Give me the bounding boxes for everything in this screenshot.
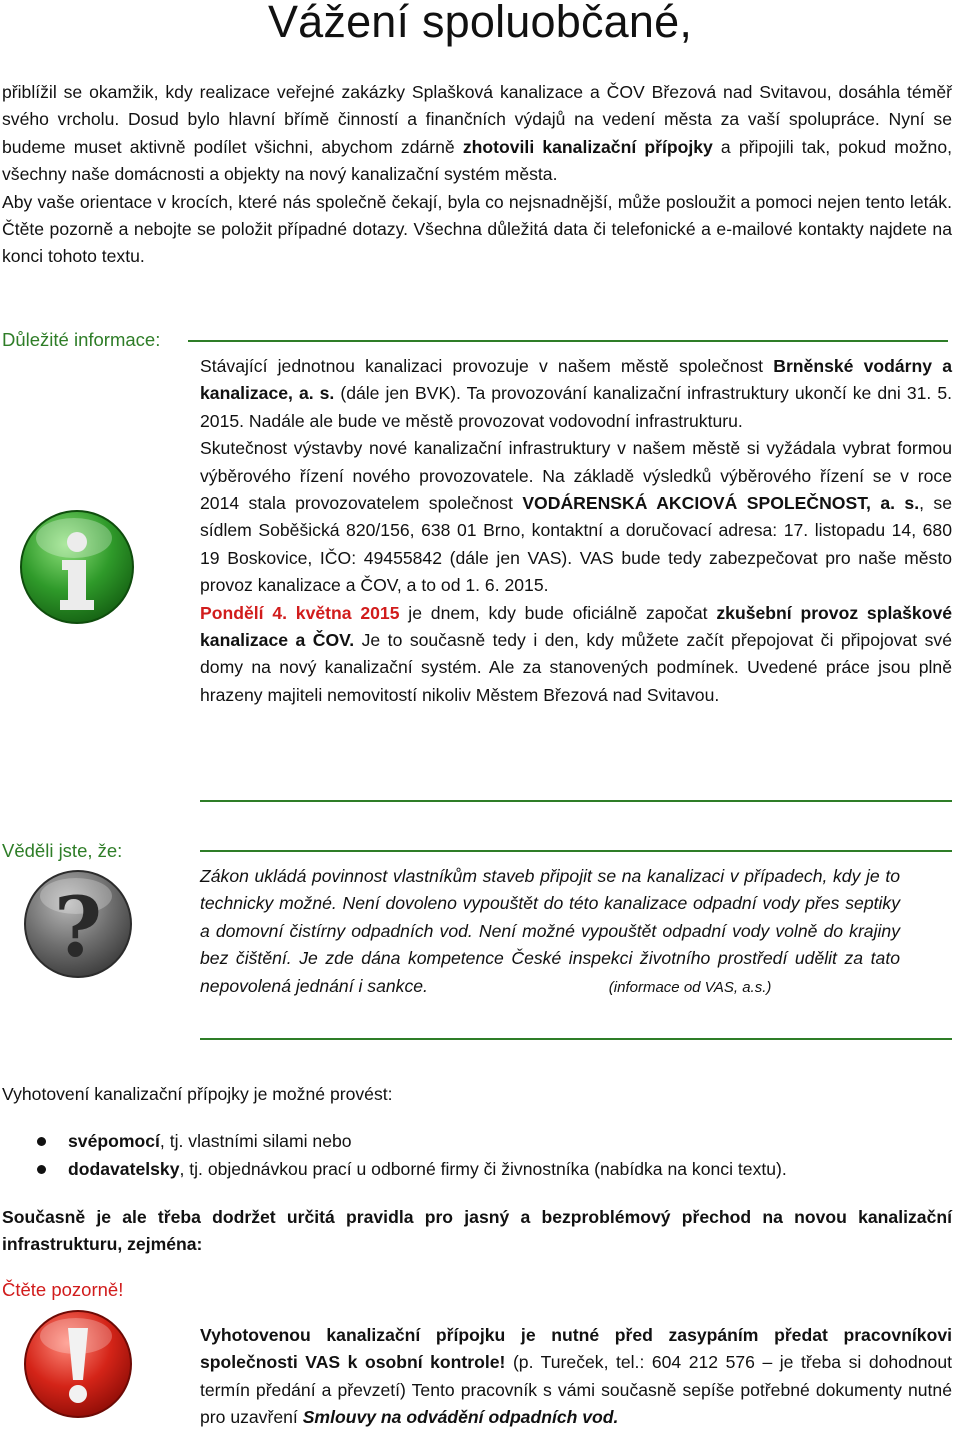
did-you-know-box: [200, 863, 900, 1001]
bullet-dot-icon: [37, 1165, 46, 1174]
page-title: Vážení spoluobčané,: [267, 0, 693, 47]
important-paragraph-3: [200, 600, 952, 710]
intro-emphasis: zhotovili kanalizační přípojky: [462, 136, 713, 157]
important-text-2a: Skutečnost výstavby nové kanalizační infrastruktury v našem městě si vyžádala vybrat formou výběrového řízení nového provozovatele. Na základě výsledků výběrového řízení se v roce 2014 stala provozovatelem společnost: [200, 438, 952, 514]
exclamation-icon: [22, 1308, 134, 1420]
list-item: [0, 1127, 950, 1155]
intro-paragraph-1: [2, 79, 952, 189]
important-text-1a: Stávající jednotnou kanalizaci provozuje v našem městě společnost: [200, 356, 774, 376]
important-top-rule: [188, 340, 948, 342]
execution-options-list: [0, 1127, 950, 1183]
important-bottom-rule: [200, 800, 952, 802]
execution-heading: Vyhotovení kanalizační přípojky je možné provést:: [2, 1084, 393, 1104]
important-paragraph-1: [200, 353, 952, 435]
important-text-3d: Je to současně tedy i den, kdy můžete začít přepojovat či připojovat své domy na nový kanalizační systém. Ale za stanovených podmínek. Uvedené práce jsou plně hrazeny majiteli nemovitostí nikoliv Městem Březová nad Svitavou.: [200, 630, 952, 705]
important-text-1c: (dále jen BVK). Ta provozování kanalizační infrastruktury ukončí ke dni 31. 5. 2015. Nadále ale bude ve městě provozovat vodovodní infrastrukturu.: [200, 383, 952, 431]
intro-section: [2, 79, 952, 271]
important-text-3b: je dnem, kdy bude oficiálně započat: [399, 602, 717, 623]
option-text: , tj. vlastními silami nebo: [159, 1131, 352, 1151]
question-icon: [22, 868, 134, 980]
svg-text:?: ?: [53, 880, 103, 976]
option-label: svépomocí: [68, 1131, 160, 1151]
warning-emphasis: Vyhotovenou kanalizační přípojku je nutné před zasypáním předat pracovníkovi společnosti VAS k osobní kontrole!: [200, 1325, 952, 1373]
did-you-know-label: Věděli jste, že:: [2, 840, 123, 861]
contract-name: Smlouvy na odvádění odpadních vod.: [302, 1407, 619, 1428]
trial-operation: zkušební provoz splaškové kanalizace a ČOV.: [200, 602, 953, 651]
didyouknow-top-rule: [200, 850, 952, 852]
law-text: [200, 863, 900, 1001]
rules-statement: Současně je ale třeba dodržet určitá pravidla pro jasný a bezproblémový přechod na novou kanalizační infrastrukturu, zejména:: [2, 1207, 952, 1255]
bullet-dot-icon: [37, 1137, 46, 1146]
warning-paragraph: [200, 1322, 952, 1432]
important-info-label: Důležité informace:: [2, 329, 161, 350]
warning-text: (p. Tureček, tel.: 604 212 576 – je třeba si dohodnout termín předání a převzetí) Tento pracovník s vámi současně sepíše potřebné dokumenty nutné pro uzavření: [200, 1352, 952, 1428]
list-item: [0, 1155, 950, 1183]
didyouknow-bottom-rule: [200, 1038, 952, 1040]
bvk-company-name: Brněnské vodárny a kanalizace, a. s.: [200, 356, 952, 404]
important-text-2c: , se sídlem Soběšická 820/156, 638 01 Brno, kontaktní a doručovací adresa: 17. listopadu 14, 680 19 Boskovice, IČO: 49455842 (dále jen VAS). VAS bude tedy zabezpečovat pro naše město provoz kanalizace a ČOV, a to od 1. 6. 2015.: [200, 493, 953, 596]
warning-label: Čtěte pozorně!: [2, 1279, 124, 1300]
intro-text-end: a připojili tak, pokud možno, všechny naše domácnosti a objekty na nový kanalizační systém města.: [2, 136, 952, 185]
option-label: dodavatelsky: [68, 1159, 180, 1179]
source-note: (informace od VAS, a.s.): [608, 978, 772, 996]
vas-company-name: VODÁRENSKÁ AKCIOVÁ SPOLEČNOST, a. s.: [522, 493, 920, 514]
warning-box: [200, 1322, 952, 1432]
option-text: , tj. objednávkou prací u odborné firmy či živnostníka (nabídka na konci textu).: [179, 1159, 787, 1179]
law-statement: Zákon ukládá povinnost vlastníkům staveb připojit se na kanalizaci v případech, kdy je to technicky možné. Není dovoleno vypouštět do této kanalizace odpadní vody přes septiky a domovní čistírny odpadních vod. Není možné vypouštět odpadní vody volně do krajiny bez čištění. Je zde dána kompetence České inspekci životního prostředí udělit za tato nepovolená jednání i sankce.: [200, 866, 900, 996]
info-icon: [18, 508, 136, 626]
important-paragraph-2: [200, 435, 952, 599]
start-date: Pondělí 4. května 2015: [200, 602, 400, 623]
intro-paragraph-2: Aby vaše orientace v krocích, které nás společně čekají, byla co nejsnadnější, může posloužit a pomoci nejen tento leták. Čtěte pozorně a nebojte se položit případné dotazy. Všechna důležitá data či telefonické a e-mailové kontakty najdete na konci tohoto textu.: [2, 191, 952, 267]
important-info-box: [200, 353, 952, 709]
intro-text: přiblížil se okamžik, kdy realizace veřejné zakázky Splašková kanalizace a ČOV Březová nad Svitavou, dosáhla téměř svého vrcholu. Dosud bylo hlavní břímě činností a finančních výdajů na vedení města za vaší spolupráce. Nyní se budeme muset aktivně podílet všichni, abychom zdárně: [2, 82, 952, 157]
